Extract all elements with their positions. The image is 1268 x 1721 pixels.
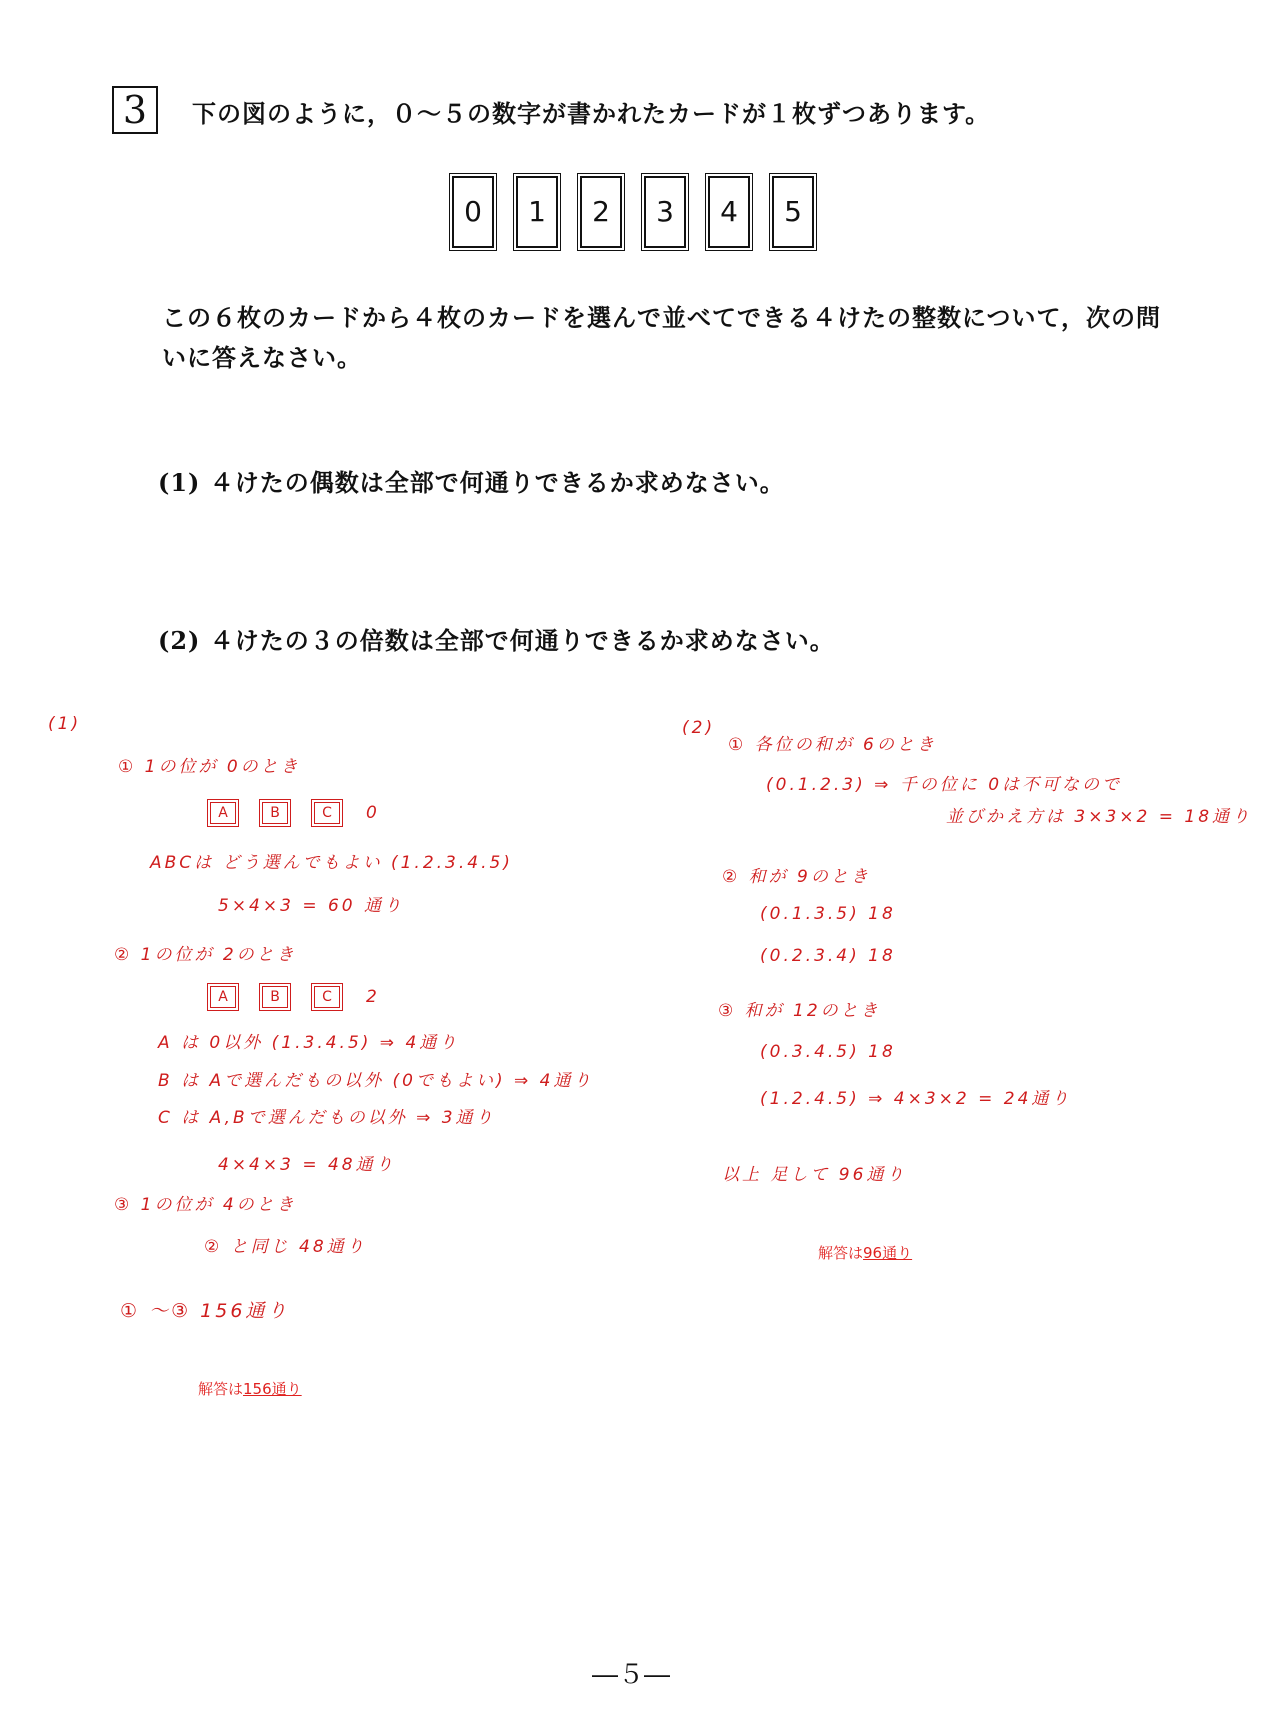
box-a: A [210, 986, 236, 1008]
left-case1-calc: 5×4×3 = 60 通り [218, 896, 405, 916]
card-2: 2 [580, 176, 622, 248]
left-case3-heading: ③ 1の位が 4のとき [114, 1195, 297, 1215]
card-5: 5 [772, 176, 814, 248]
box-b: B [262, 802, 288, 824]
problem-intro: 下の図のように，０～５の数字が書かれたカードが１枚ずつあります。 [192, 99, 991, 128]
left-case2-boxes [210, 986, 380, 1008]
card-0: 0 [452, 176, 494, 248]
right-case1-b: 並びかえ方は 3×3×2 = 18通り [946, 807, 1253, 827]
left-case2-a: A は 0以外 (1.3.4.5) ⇒ 4通り [158, 1033, 460, 1053]
left-case2-c: C は A,Bで選んだもの以外 ⇒ 3通り [158, 1108, 496, 1128]
right-case3-heading: ③ 和が 12のとき [718, 1001, 881, 1021]
page-number: ―５― [592, 1660, 671, 1690]
problem-stem: この６枚のカードから４枚のカードを選んで並べてできる４けたの整数について，次の問いに答えなさい。 [162, 303, 1162, 372]
left-case2-heading: ② 1の位が 2のとき [114, 945, 297, 965]
card-1: 1 [516, 176, 558, 248]
answer-q2-value: 96通り [863, 1244, 913, 1262]
question-2: (2) ４けたの３の倍数は全部で何通りできるか求めなさい。 [158, 626, 835, 655]
right-total: 以上 足して 96通り [722, 1165, 907, 1185]
answer-q1 [198, 1378, 302, 1399]
right-case2-a: (0.1.3.5) 18 [760, 904, 896, 924]
ones-digit: 0 [366, 803, 380, 823]
box-c: C [314, 986, 340, 1008]
left-case1-heading: ① 1の位が 0のとき [118, 757, 301, 777]
right-notes-label: (2) [682, 718, 716, 738]
card-3: 3 [644, 176, 686, 248]
left-case2-calc: 4×4×3 = 48通り [218, 1155, 396, 1175]
ones-digit: 2 [366, 987, 380, 1007]
right-case3-a: (0.3.4.5) 18 [760, 1042, 896, 1062]
right-case3-b: (1.2.4.5) ⇒ 4×3×2 = 24通り [760, 1089, 1072, 1109]
box-a: A [210, 802, 236, 824]
problem-number-box: 3 [112, 86, 158, 134]
box-b: B [262, 986, 288, 1008]
answer-q1-prefix: 解答は [198, 1380, 244, 1398]
left-case2-b: B は Aで選んだもの以外 (0でもよい) ⇒ 4通り [158, 1071, 594, 1091]
answer-q2 [818, 1242, 912, 1263]
right-case2-b: (0.2.3.4) 18 [760, 946, 896, 966]
left-case3-note: ② と同じ 48通り [204, 1237, 367, 1257]
left-notes-label: (1) [48, 714, 82, 734]
left-total: ① ～③ 156通り [120, 1300, 290, 1322]
number-cards [452, 176, 820, 248]
right-case2-heading: ② 和が 9のとき [722, 867, 871, 887]
left-case1-boxes [210, 802, 380, 824]
right-case1-heading: ① 各位の和が 6のとき [728, 735, 937, 755]
answer-q1-value: 156通り [243, 1380, 302, 1398]
box-c: C [314, 802, 340, 824]
card-4: 4 [708, 176, 750, 248]
answer-q2-prefix: 解答は [818, 1244, 864, 1262]
question-1: (1) ４けたの偶数は全部で何通りできるか求めなさい。 [158, 468, 785, 497]
right-case1-a: (0.1.2.3) ⇒ 千の位に 0は不可なので [766, 775, 1123, 795]
left-case1-note: ABCは どう選んでもよい (1.2.3.4.5) [150, 853, 513, 873]
